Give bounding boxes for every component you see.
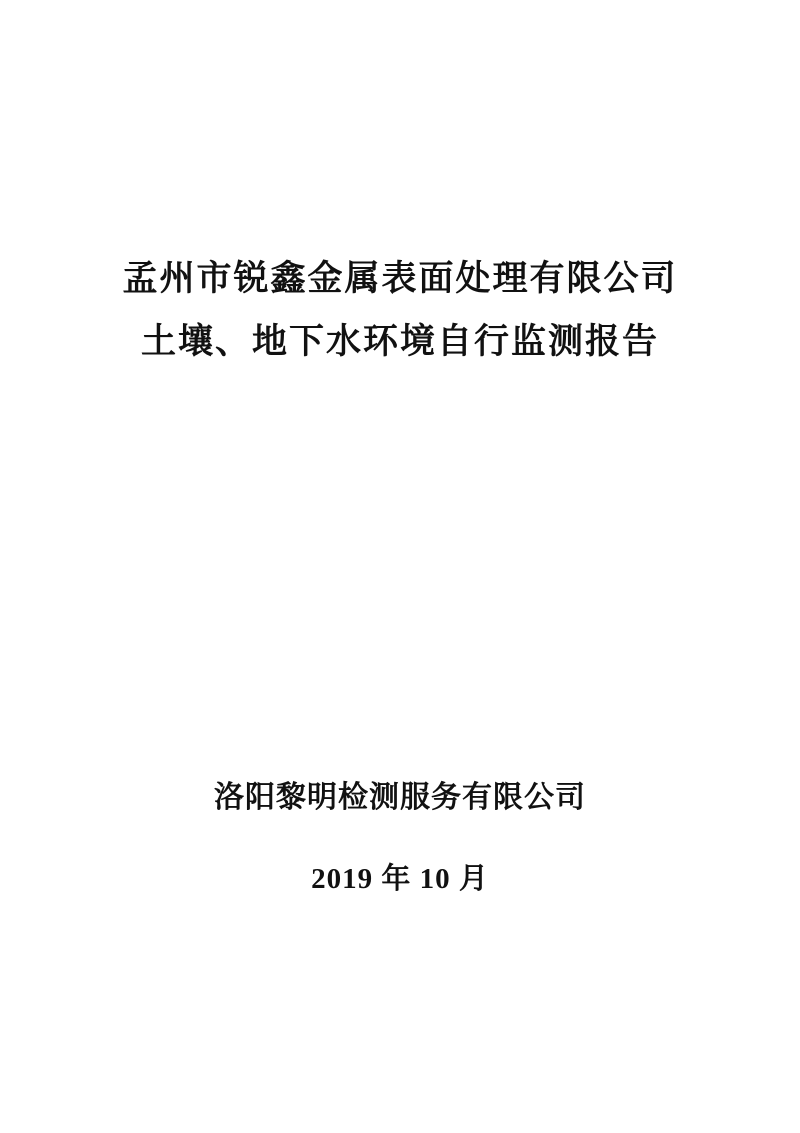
report-date: 2019 年 10 月 (311, 863, 489, 895)
report-title-line2: 土壤、地下水环境自行监测报告 (140, 322, 659, 361)
report-title-block (0, 247, 800, 373)
company-name: 洛阳黎明检测服务有限公司 (214, 781, 586, 814)
report-title-line1: 孟州市锐鑫金属表面处理有限公司 (122, 259, 678, 298)
